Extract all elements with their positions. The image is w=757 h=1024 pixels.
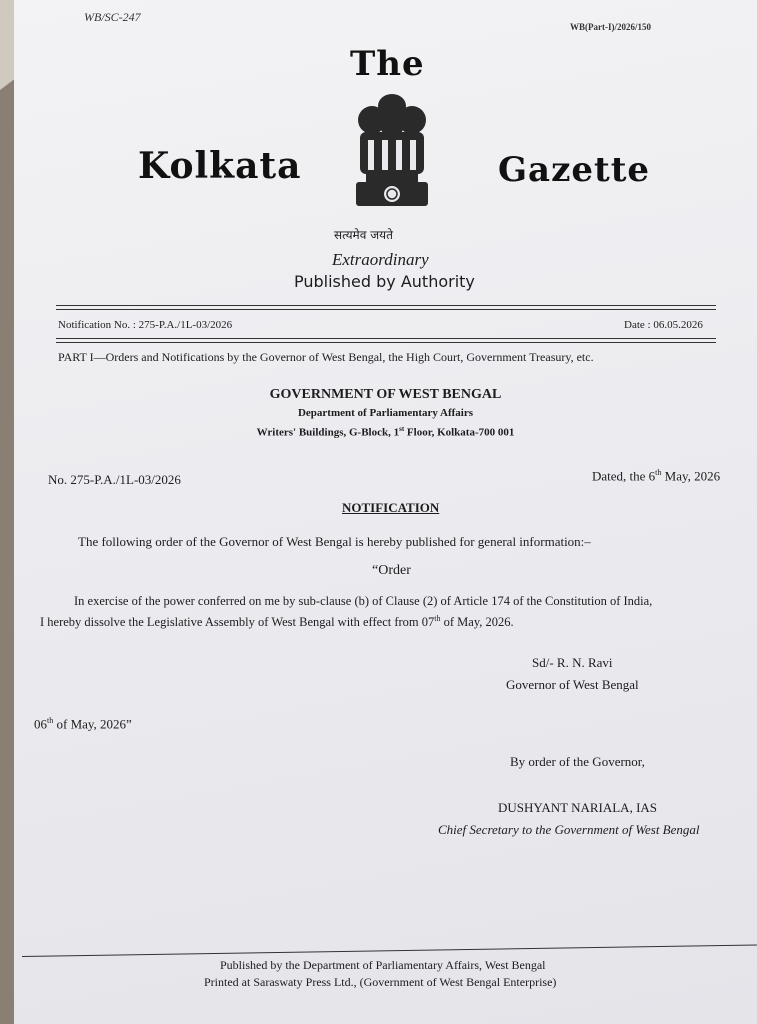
bottom-double-rule-a [56, 338, 716, 339]
extraordinary-label: Extraordinary [332, 250, 429, 269]
top-double-rule-b [56, 309, 716, 310]
government-heading: GOVERNMENT OF WEST BENGAL [269, 387, 502, 402]
notification-number: Notification No. : 275-P.A./1L-03/2026 [58, 319, 233, 331]
masthead-kolkata: Kolkata [138, 145, 302, 187]
governor-signature: Sd/- R. N. Ravi [532, 655, 613, 670]
reference-date: Dated, the 6th May, 2026 [592, 468, 721, 484]
order-text-line-2: I hereby dissolve the Legislative Assembly of West Bengal with effect from 07th of May, 2026. [40, 614, 514, 630]
by-order-line: By order of the Governor, [510, 754, 645, 769]
footer-published-by: Published by the Department of Parliamentary Affairs, West Bengal [220, 958, 546, 972]
ref-left: WB/SC-247 [84, 10, 141, 24]
emblem-motto: सत्यमेव जयते [334, 228, 393, 242]
notification-heading: NOTIFICATION [342, 500, 440, 515]
order-text-line-1: In exercise of the power conferred on me by sub-clause (b) of Clause (2) of Article 174 of the Constitution of India, [74, 594, 653, 608]
state-emblem-icon [344, 88, 440, 228]
reference-number: No. 275-P.A./1L-03/2026 [48, 472, 181, 487]
gazette-page [14, 0, 757, 1024]
masthead-the: The [350, 44, 425, 84]
intro-text: The following order of the Governor of West Bengal is hereby published for general information:– [78, 534, 591, 549]
governor-title: Governor of West Bengal [506, 677, 639, 692]
ref-right: WB(Part-I)/2026/150 [570, 22, 651, 32]
notification-date: Date : 06.05.2026 [624, 319, 703, 331]
footer-printed-at: Printed at Saraswaty Press Ltd., (Government of West Bengal Enterprise) [204, 975, 557, 989]
department-name: Department of Parliamentary Affairs [297, 407, 474, 419]
secretary-name: DUSHYANT NARIALA, IAS [498, 800, 658, 815]
office-address: Writers' Buildings, G-Block, 1st Floor, Kolkata-700 001 [256, 425, 515, 439]
published-by-authority: Published by Authority [294, 272, 475, 291]
order-heading: “Order [372, 563, 411, 578]
top-double-rule-a [56, 305, 716, 306]
bottom-double-rule-b [56, 342, 716, 343]
secretary-title: Chief Secretary to the Government of West Bengal [438, 822, 700, 837]
footer-rule [22, 944, 757, 957]
order-date: 06th of May, 2026” [34, 716, 132, 732]
part-line: PART I—Orders and Notifications by the Governor of West Bengal, the High Court, Government Treasury, etc. [58, 350, 594, 364]
masthead-gazette: Gazette [498, 150, 651, 190]
